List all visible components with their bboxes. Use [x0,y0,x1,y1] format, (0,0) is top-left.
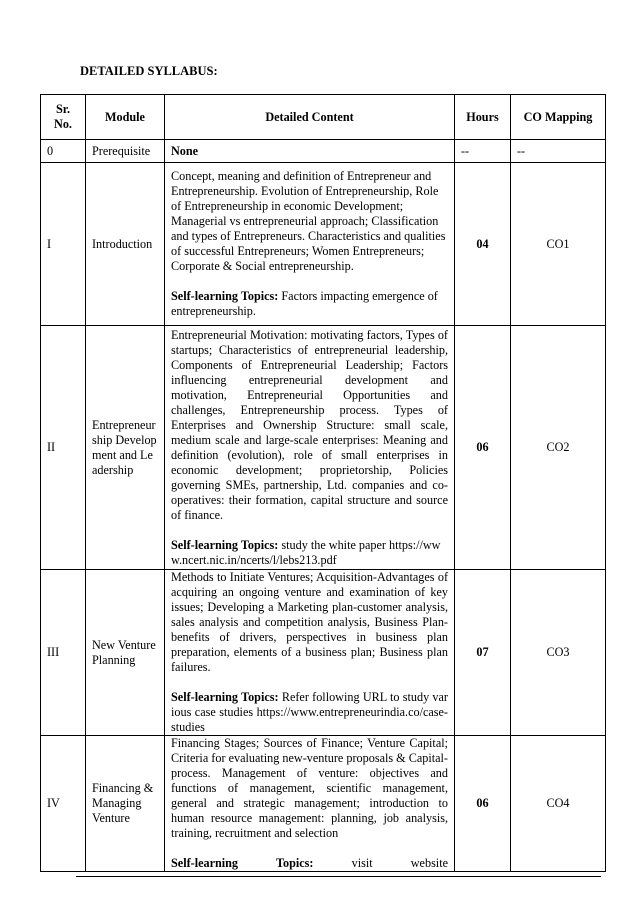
column-header-sr-no: Sr. No. [41,95,86,140]
content-text: Entrepreneurial Motivation: motivating factors, Types of startups; Characteristics of entrepreneurial leadership, Components of Entrepreneurial Leadership; Factors influencing entrepreneurial development and motivation, Entrepreneurial Opportunities and challenges, Entrepreneurship process. Types of Enterprises and Ownership Structure: small scale, medium scale and large-scale enterprises: Meaning and definition (evolution), role of small enterprises in economic development; proprietorship, Policies governing SMEs, partnership, Ltd. companies and co-operatives: their formation, capital structure and source of finance. [171,327,448,522]
sr-no-cell: IV [41,736,86,872]
module-cell: Introduction [86,163,165,326]
co-mapping-cell: CO3 [511,570,606,736]
self-learning-text [171,289,448,319]
hours-cell: 06 [455,326,511,570]
self-learning-topics: visit website [313,856,448,870]
footer-divider [76,876,601,877]
syllabus-table [40,94,606,872]
table-row [41,736,606,872]
hours-cell: 07 [455,570,511,736]
co-mapping-cell: CO4 [511,736,606,872]
sr-no-cell: II [41,326,86,570]
content-text: Financing Stages; Sources of Finance; Venture Capital; Criteria for evaluating new-venture proposals & Capital-process. Management of venture: objectives and functions of management, scientific management, general and strategic management; introduction to human resource management: planning, job analysis, training, recruitment and selection [171,736,448,840]
column-header-module: Module [86,95,165,140]
co-mapping-cell: CO1 [511,163,606,326]
module-cell: New Venture Planning [86,570,165,736]
self-learning-topics: Factors impacting emergence of entrepreneurship. [171,289,438,318]
sr-no-cell: 0 [41,140,86,163]
module-cell: Entrepreneurship Development and Leadership [86,326,165,570]
content-cell: None [165,140,455,163]
self-learning-topics: Refer following URL to study various case studies https://www.entrepreneurindia.co/case-studies [171,690,448,734]
self-learning-text [171,538,448,568]
table-row [41,140,606,163]
self-learning-label: Self-learning Topics: [171,856,314,870]
table-row [41,570,606,736]
content-text: Methods to Initiate Ventures; Acquisition-Advantages of acquiring an ongoing venture and examination of key issues; Developing a Marketing plan-customer analysis, sales analysis and competition analysis, Business Plan-benefits of drivers, perspectives in business plan preparation, elements of a business plan; Business plan failures. [171,570,448,674]
co-mapping-cell: CO2 [511,326,606,570]
self-learning-topics: study the white paper https://www.ncert.nic.in/ncerts/l/lebs213.pdf [171,537,441,567]
module-cell: Financing & Managing Venture [86,736,165,872]
table-header-row [41,95,606,140]
content-text: Concept, meaning and definition of Entrepreneur and Entrepreneurship. Evolution of Entrepreneurship, Role of Entrepreneurship in economic Development; Managerial vs entrepreneurial approach; Classification and types of Entrepreneurs. Characteristics and qualities of successful Entrepreneurs; Women Entrepreneurs; Corporate & Social entrepreneurship. [171,169,446,273]
self-learning-label: Self-learning Topics: [171,537,279,552]
content-cell [165,326,455,570]
self-learning-label: Self-learning Topics: [171,690,279,704]
hours-cell: 06 [455,736,511,872]
co-mapping-cell: -- [511,140,606,163]
hours-cell: -- [455,140,511,163]
self-learning-text [171,856,448,871]
content-cell [165,163,455,326]
column-header-co-mapping: CO Mapping [511,95,606,140]
module-cell: Prerequisite [86,140,165,163]
self-learning-text [171,690,448,735]
sr-no-cell: I [41,163,86,326]
syllabus-heading: DETAILED SYLLABUS: [80,64,218,78]
content-cell [165,736,455,872]
column-header-hours: Hours [455,95,511,140]
table-row [41,163,606,326]
content-cell [165,570,455,736]
hours-cell: 04 [455,163,511,326]
column-header-detailed-content: Detailed Content [165,95,455,140]
sr-no-cell: III [41,570,86,736]
table-row [41,326,606,570]
self-learning-label: Self-learning Topics: [171,289,279,303]
